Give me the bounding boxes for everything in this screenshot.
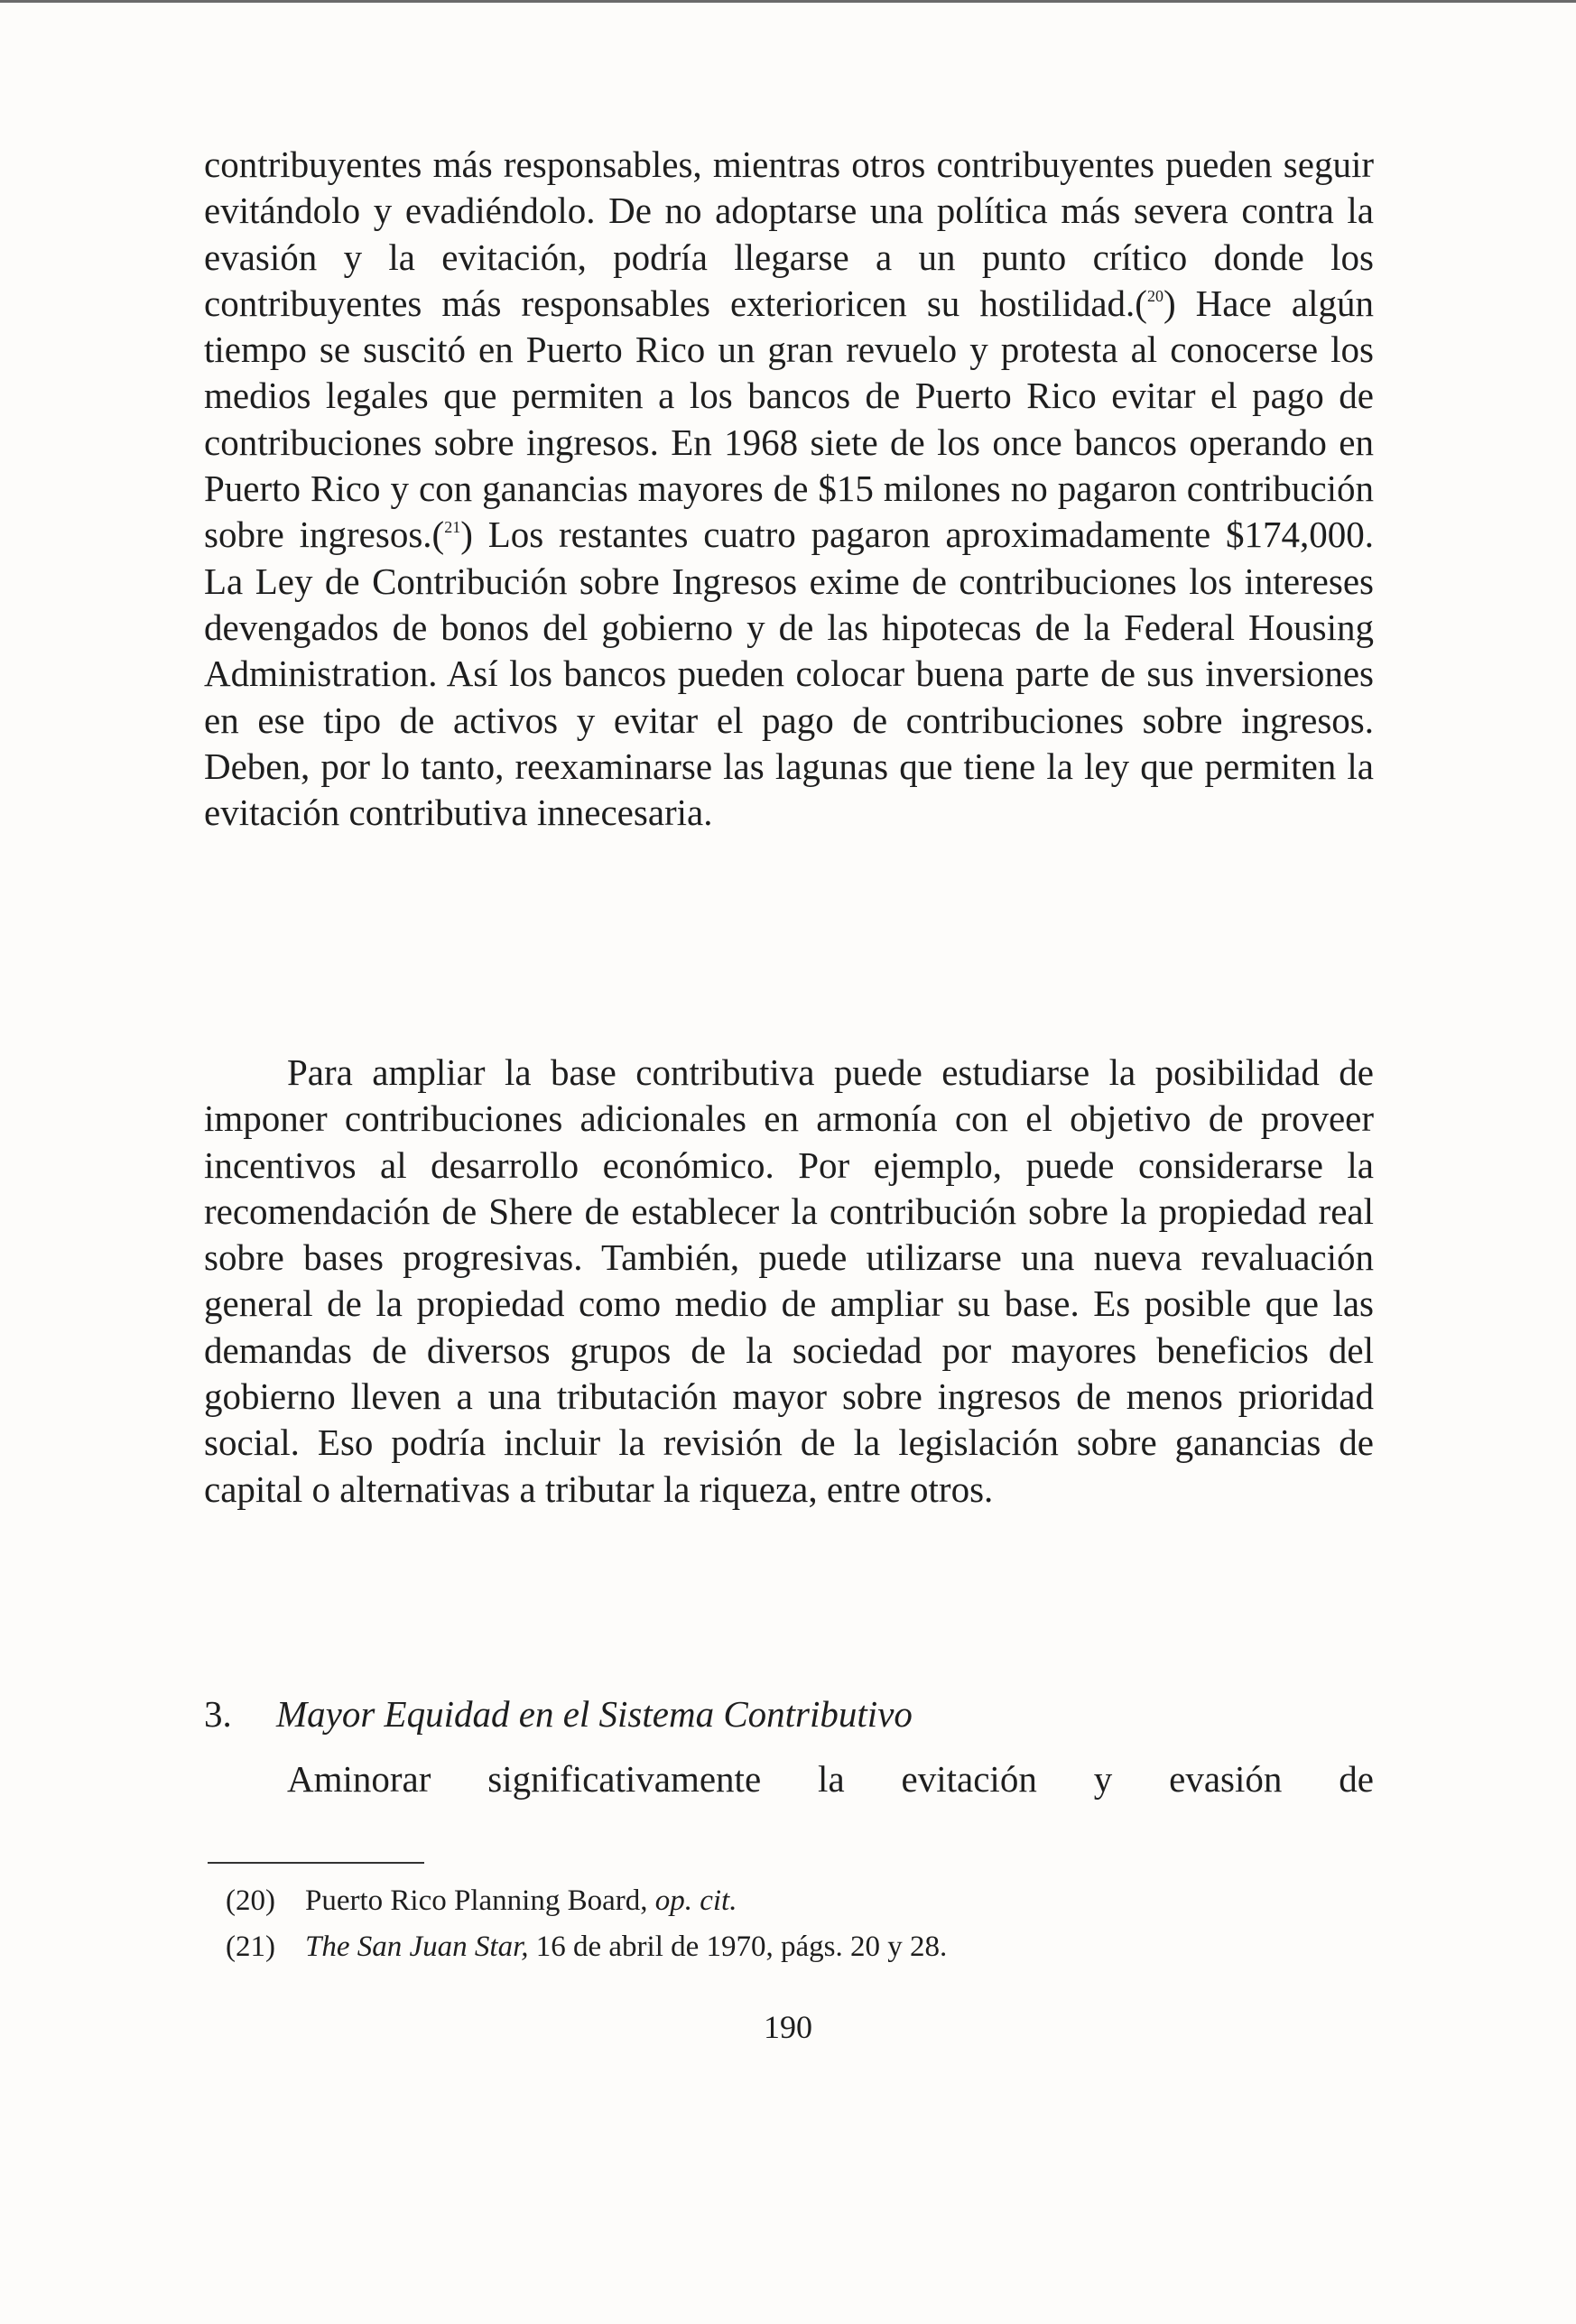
paragraph-1-text-b: ) Hace algún tiempo se suscitó en Puerto Rico un gran revuelo y protesta al conocerse los medios legales que permiten a los bancos de Puerto Rico evitar el pago de contribuciones sobre ingresos. En 1968 siete de los once bancos operando en Puerto Rico y con ganancias mayores de $15 milones no pagaron contribución sobre ingresos.( xyxy=(204,282,1374,556)
footnote-20 xyxy=(226,1878,1374,1924)
paragraph-3 xyxy=(204,1756,1374,1802)
footnote-text-after: 16 de abril de 1970, págs. 20 y 28. xyxy=(528,1930,948,1963)
footnote-ref-20: 20 xyxy=(1146,286,1163,305)
footnote-number: (20) xyxy=(226,1884,275,1917)
footnote-italic-text: op. cit. xyxy=(654,1884,737,1917)
footnotes xyxy=(226,1878,1374,1970)
footnote-21 xyxy=(226,1924,1374,1970)
paragraph-2 xyxy=(204,1050,1374,1513)
footnote-ref-21: 21 xyxy=(444,518,461,537)
section-heading xyxy=(204,1691,913,1737)
paragraph-2-text: Para ampliar la base contributiva puede estudiarse la posibilidad de imponer contribuciones adicionales en armonía con el objetivo de proveer incentivos al desarrollo económico. Por ejemplo, puede considerarse la recomendación de Shere de establecer la contribución sobre la propiedad real sobre bases progresivas. También, puede utilizarse una nueva revaluación general de la propiedad como medio de ampliar su base. Es posible que las demandas de diversos grupos de la sociedad por mayores beneficios del gobierno lleven a una tributación mayor sobre ingresos de menos prioridad social. Eso podría incluir la revisión de la legislación sobre ganancias de capital o alternativas a tributar la riqueza, entre otros. xyxy=(204,1051,1374,1510)
section-number: 3. xyxy=(204,1693,232,1735)
paragraph-1-text-a: contribuyentes más responsables, mientras otros contribuyentes pueden seguir evitándolo y evadiéndolo. De no adoptarse una política más severa contra la evasión y la evitación, podría llegarse a un punto crítico donde los contribuyentes más responsables exterioricen su hostilidad.( xyxy=(204,144,1374,324)
paragraph-1-text-c: ) Los restantes cuatro pagaron aproximadamente $174,000. La Ley de Contribución sobre Ingresos exime de contribuciones los intereses devengados de bonos del gobierno y de las hipotecas de la Federal Housing Administration. Así los bancos pueden colocar buena parte de sus inversiones en ese tipo de activos y evitar el pago de contribuciones sobre ingresos. Deben, por lo tanto, reexaminarse las lagunas que tiene la ley que permiten la evitación contributiva innecesaria. xyxy=(204,514,1374,834)
paragraph-3-text: Aminorar significativamente la evitación y evasión de xyxy=(287,1758,1374,1800)
footnote-text: Puerto Rico Planning Board, xyxy=(305,1884,655,1917)
page-number: 190 xyxy=(764,2009,812,2045)
footnote-divider xyxy=(208,1862,424,1864)
footnote-number: (21) xyxy=(226,1930,275,1963)
paragraph-1 xyxy=(204,142,1374,836)
footnote-italic-text: The San Juan Star, xyxy=(305,1930,529,1963)
section-title: Mayor Equidad en el Sistema Contributivo xyxy=(276,1693,913,1735)
